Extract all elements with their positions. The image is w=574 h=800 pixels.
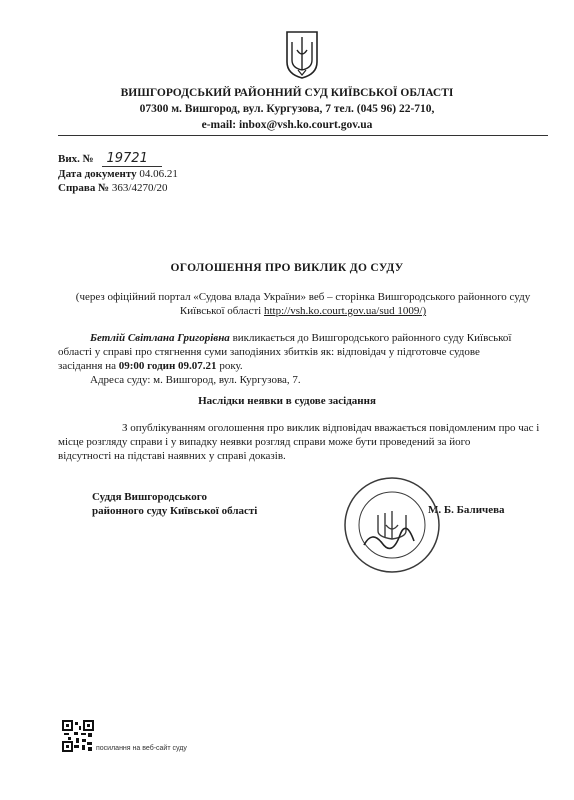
outgoing-number: 19721	[102, 151, 161, 167]
case-label: Справа №	[58, 182, 110, 194]
summoned-person: Бетлій Світлана Григорівна	[90, 332, 230, 344]
summons-line3-end: року.	[216, 360, 243, 372]
court-email: e-mail: inbox@vsh.ko.court.gov.ua	[201, 119, 373, 131]
court-website-link[interactable]: http://vsh.ko.court.gov.ua/sud 1009/)	[263, 305, 427, 317]
judge-name: М. Б. Баличева	[428, 504, 505, 516]
consequences-line2: місце розгляду справи і у випадку неявки розгляд справи може бути проведений за його	[58, 436, 471, 448]
coat-of-arms-icon	[285, 30, 319, 80]
consequences-line3: відсутності на підставі наявних у справі доказів.	[58, 450, 286, 462]
hearing-time: 09:00 годин 09.07.21	[118, 360, 217, 372]
case-value: 363/4270/20	[111, 182, 168, 194]
portal-note-region: Київської області	[179, 305, 264, 317]
summons-text-1: викликається до Вишгородського районного суду Київської	[229, 332, 512, 344]
consequences-heading: Наслідки неявки в судове засідання	[198, 395, 376, 407]
outgoing-number-row	[58, 152, 162, 166]
summons-text	[58, 331, 548, 387]
document-date-value: 04.06.21	[139, 168, 178, 180]
summons-line2: області у справі про стягнення суми заподіяних збитків як: відповідач у підготовче судове	[58, 346, 480, 358]
summons-line3-start: засідання на	[58, 360, 119, 372]
header-divider	[58, 135, 548, 136]
document-date-row	[58, 167, 178, 181]
case-number-row	[58, 181, 168, 195]
court-address-line: Адреса суду: м. Вишгород, вул. Кургузова, 7.	[90, 374, 301, 386]
consequences-text	[58, 421, 548, 463]
judge-title-line1: Суддя Вишгородського	[92, 491, 207, 503]
judge-title	[92, 490, 257, 518]
summons-line3	[58, 359, 548, 373]
document-title: ОГОЛОШЕННЯ ПРО ВИКЛИК ДО СУДУ	[170, 262, 404, 274]
portal-note-line2	[58, 304, 548, 318]
court-stamp-icon	[342, 475, 442, 575]
portal-note	[58, 290, 548, 318]
document-date-label: Дата документу	[58, 168, 137, 180]
court-name: ВИШГОРОДСЬКИЙ РАЙОННИЙ СУД КИЇВСЬКОЇ ОБЛАСТІ	[120, 87, 454, 99]
court-address: 07300 м. Вишгород, вул. Кургузова, 7 тел. (045 96) 22-710,	[139, 103, 435, 115]
outgoing-label: Вих. №	[58, 153, 94, 165]
qr-caption: посилання на веб-сайт суду	[96, 745, 187, 752]
summons-line1	[58, 331, 548, 345]
consequences-line1: З опублікуванням оголошення про виклик відповідач вважається повідомленим про час і	[122, 422, 540, 434]
portal-note-line1: (через офіційний портал «Судова влада України» веб – сторінка Вишгородського районного суду	[75, 291, 531, 303]
judge-title-line2: районного суду Київської області	[92, 505, 258, 517]
qr-code-icon	[62, 720, 94, 752]
